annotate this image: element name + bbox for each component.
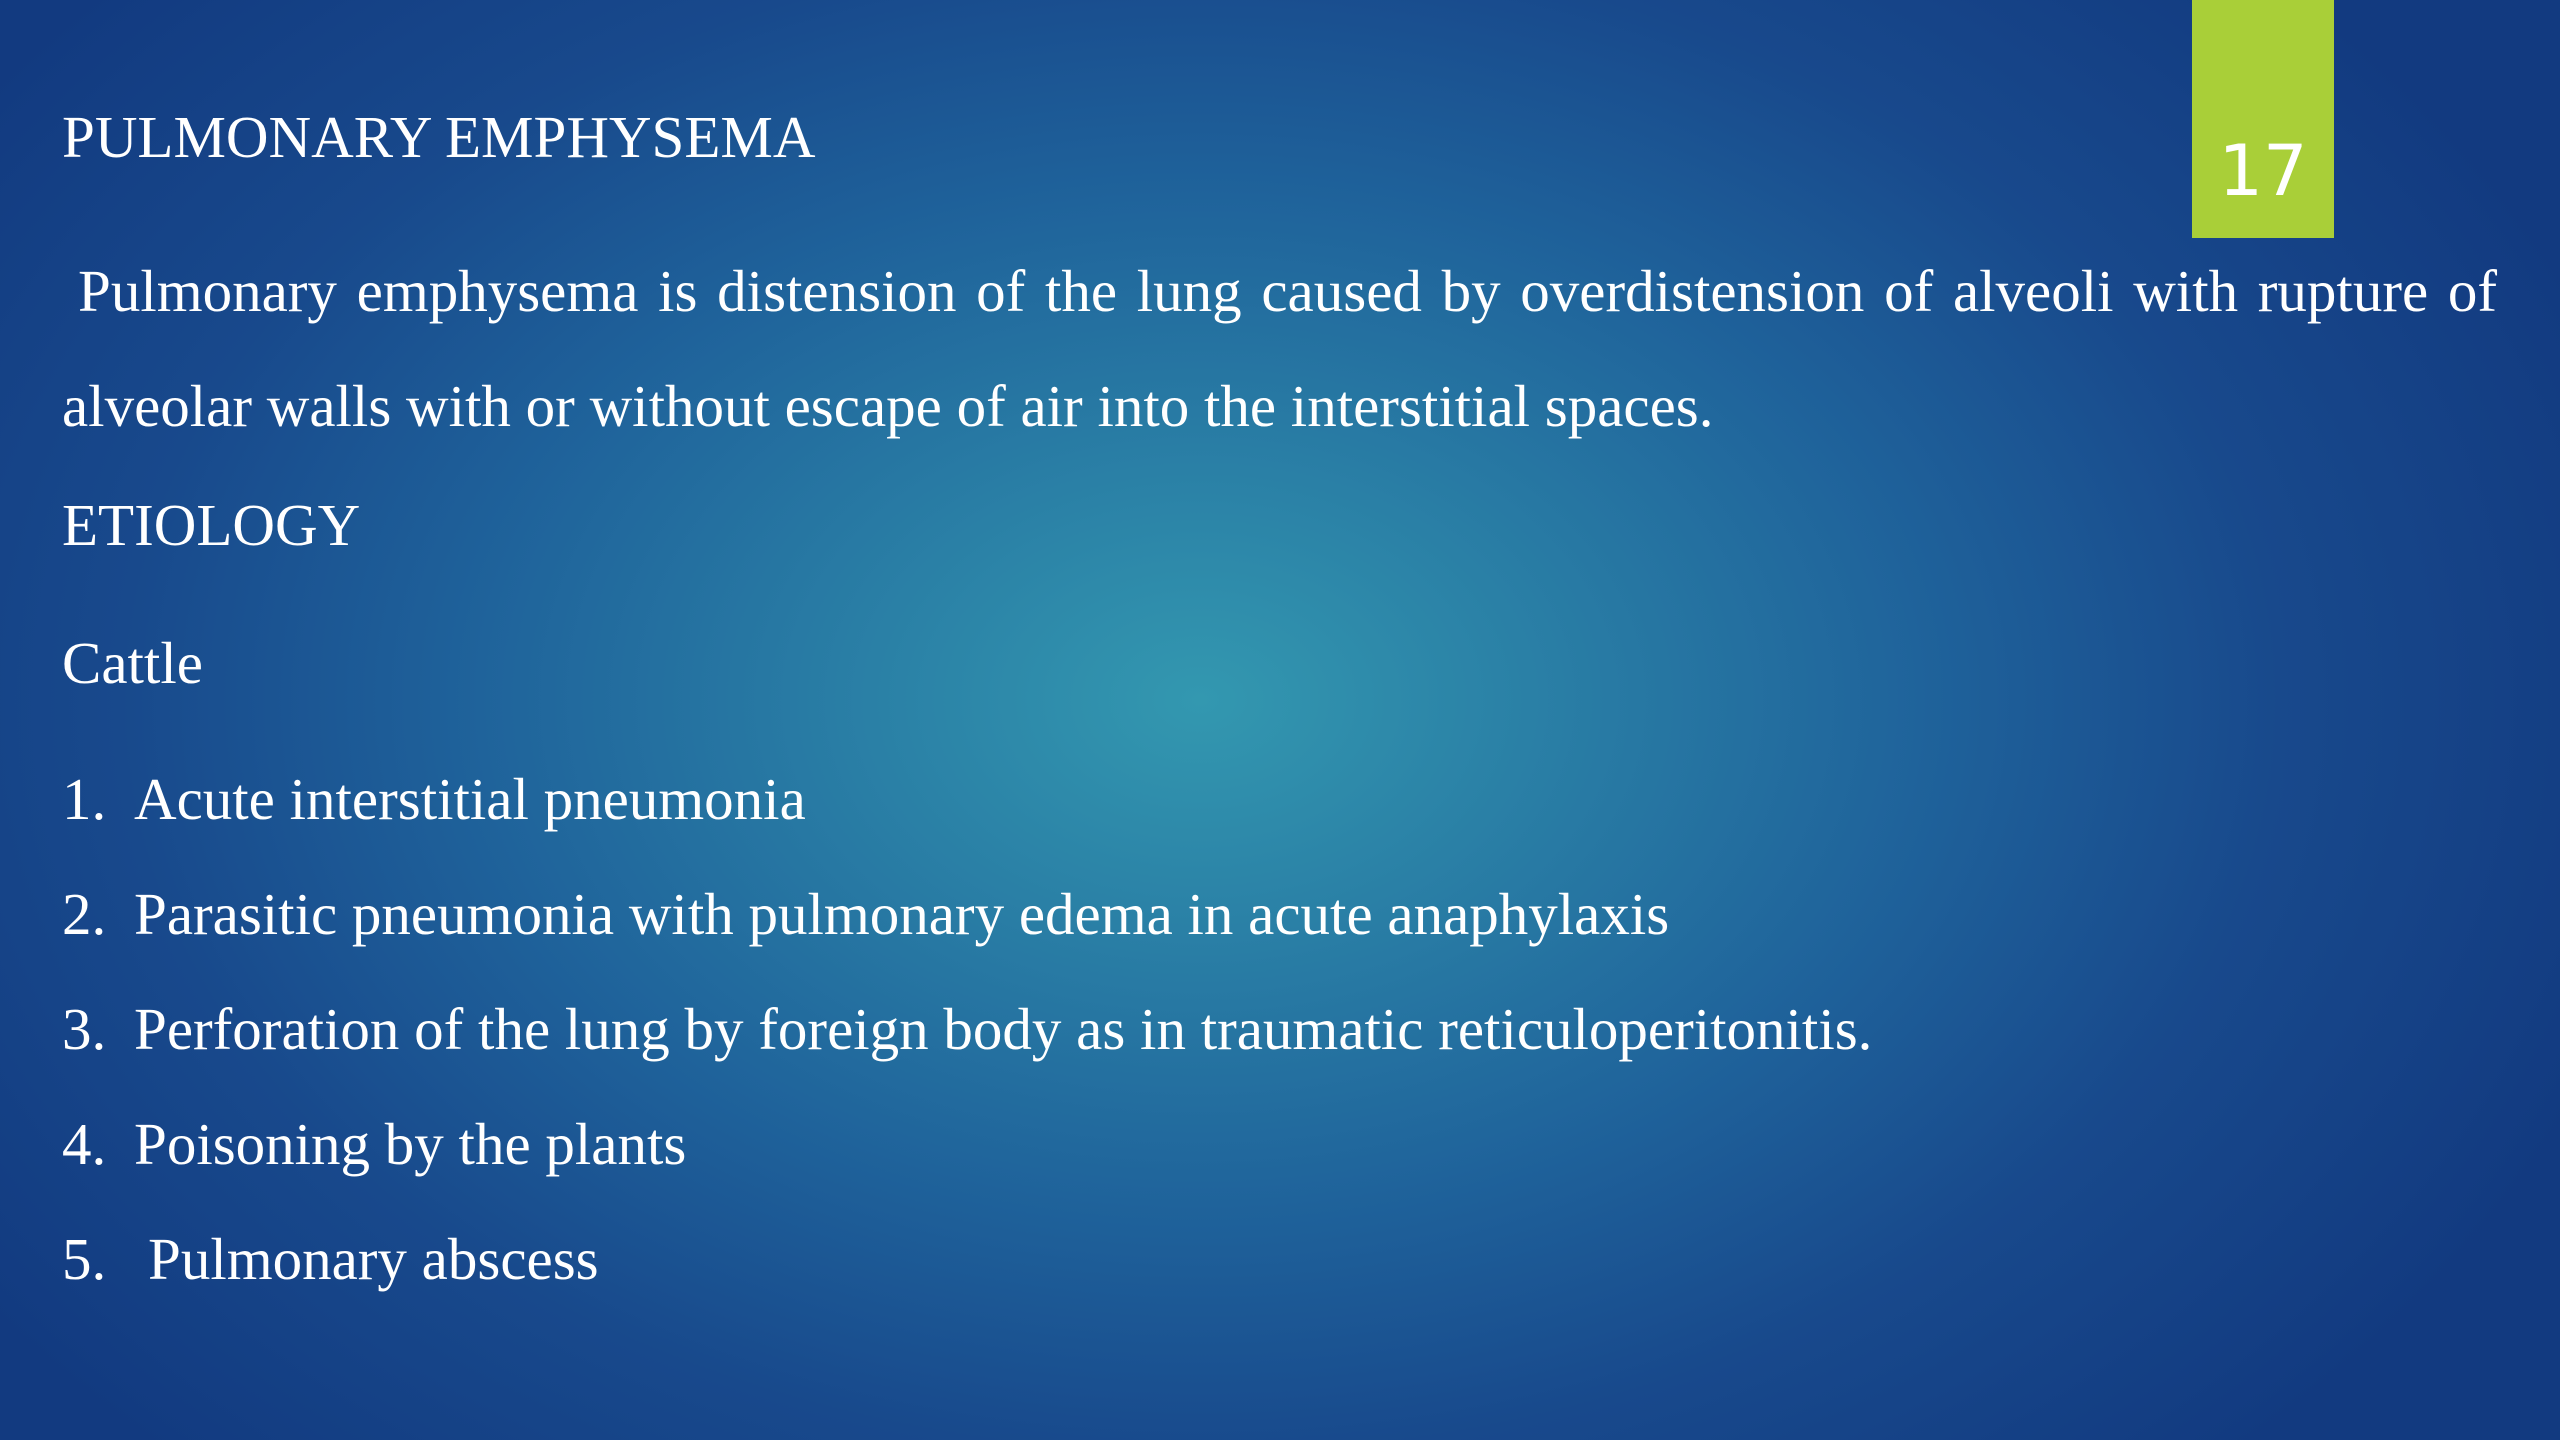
list-item-number: 3.	[62, 996, 107, 1062]
list-item-text: Perforation of the lung by foreign body as in traumatic reticuloperitonitis.	[134, 996, 1873, 1062]
list-item-number: 1.	[62, 766, 107, 832]
page-number-badge	[2192, 0, 2334, 238]
intro-paragraph: Pulmonary emphysema is distension of the lung caused by overdistension of alveoli with rupture of alveolar walls with or without escape of air into the interstitial spaces.	[62, 258, 2497, 439]
etiology-heading: ETIOLOGY	[62, 492, 361, 558]
list-item-text: Pulmonary abscess	[148, 1226, 599, 1292]
page-number: 17	[2218, 130, 2308, 212]
list-item-text: Acute interstitial pneumonia	[134, 766, 806, 832]
slide-title: PULMONARY EMPHYSEMA	[62, 104, 816, 170]
list-item-text: Parasitic pneumonia with pulmonary edema in acute anaphylaxis	[134, 881, 1670, 947]
species-heading: Cattle	[62, 630, 203, 696]
list-item-number: 4.	[62, 1111, 107, 1177]
list-item-number: 5.	[62, 1226, 107, 1292]
list-item-number: 2.	[62, 881, 107, 947]
list-item-text: Poisoning by the plants	[134, 1111, 687, 1177]
